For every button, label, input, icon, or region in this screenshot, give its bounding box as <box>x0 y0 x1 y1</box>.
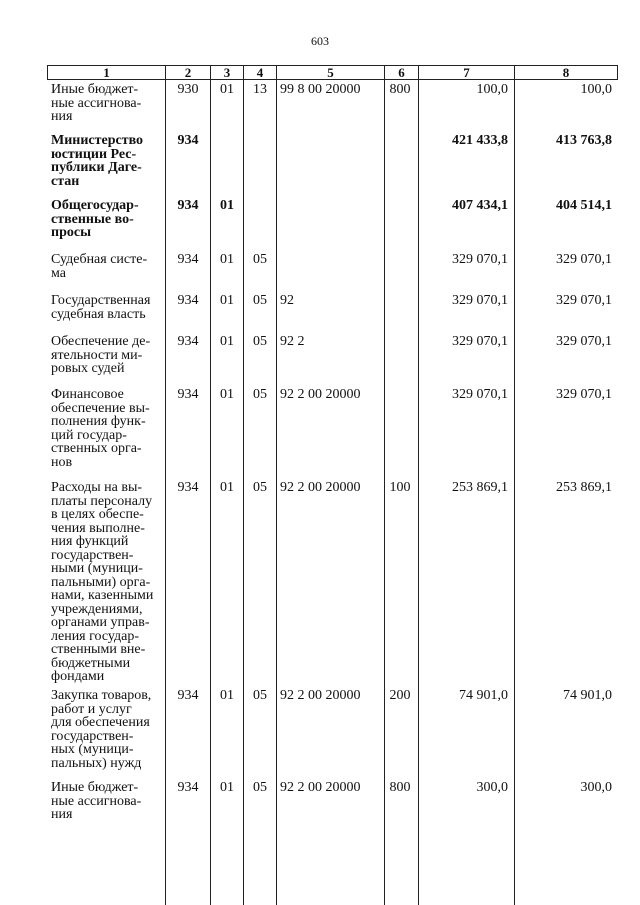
row-0-col-7: 100,0 <box>476 82 508 97</box>
row-5-name: Обеспечение де- ятельности ми- ровых судей <box>51 334 151 376</box>
row-8-col-3: 01 <box>220 688 234 703</box>
row-3-name: Судебная систе- ма <box>51 252 148 281</box>
row-3-col-8: 329 070,1 <box>556 252 612 267</box>
row-1-name: Министерство юстиции Рес- публики Даге- стан <box>51 133 144 189</box>
row-0-name: Иные бюджет- ные ассигнова- ния <box>51 82 142 124</box>
row-5-col-4: 05 <box>253 334 267 349</box>
row-3-col-2: 934 <box>177 252 199 267</box>
header-col-6: 6 <box>398 65 405 80</box>
row-5-col-5: 92 2 <box>280 334 305 349</box>
row-4-name: Государственная судебная власть <box>51 293 151 322</box>
header-col-1: 1 <box>103 65 110 80</box>
header-col-8: 8 <box>562 65 570 80</box>
row-9-col-2: 934 <box>177 780 199 795</box>
row-6-col-5: 92 2 00 20000 <box>280 387 361 402</box>
row-9-col-5: 92 2 00 20000 <box>280 780 361 795</box>
row-4-col-2: 934 <box>177 293 199 308</box>
row-0-col-2: 930 <box>177 82 199 97</box>
row-3-col-4: 05 <box>253 252 267 267</box>
row-7-col-6: 100 <box>389 480 411 495</box>
row-1-col-7: 421 433,8 <box>452 133 508 148</box>
row-1-col-2: 934 <box>177 133 199 148</box>
row-5-col-2: 934 <box>177 334 199 349</box>
row-6-col-8: 329 070,1 <box>556 387 612 402</box>
row-7-col-4: 05 <box>253 480 267 495</box>
row-7-col-2: 934 <box>177 480 199 495</box>
row-5-col-3: 01 <box>220 334 234 349</box>
row-8-col-6: 200 <box>389 688 411 703</box>
row-9-col-6: 800 <box>389 780 411 795</box>
row-4-col-8: 329 070,1 <box>556 293 612 308</box>
row-1-col-8: 413 763,8 <box>556 133 612 148</box>
row-8-col-2: 934 <box>177 688 199 703</box>
row-9-col-4: 05 <box>253 780 267 795</box>
col-divider-6 <box>418 65 419 905</box>
page-number: 603 <box>311 34 329 48</box>
row-9-col-3: 01 <box>220 780 234 795</box>
row-6-col-2: 934 <box>177 387 199 402</box>
row-9-name: Иные бюджет- ные ассигнова- ния <box>51 780 142 822</box>
row-6-col-4: 05 <box>253 387 267 402</box>
row-0-col-3: 01 <box>220 82 234 97</box>
row-7-col-7: 253 869,1 <box>452 480 508 495</box>
col-divider-4 <box>276 65 277 905</box>
row-5-col-8: 329 070,1 <box>556 334 612 349</box>
col-divider-5 <box>384 65 385 905</box>
row-7-name: Расходы на вы- платы персоналу в целях обеспе- чения выполне- ния функций государствен- ными (муници- пальными) орга- нами, казенными учреждениями, органами управ- ления государ- ственными вне- бюджетными фондами <box>51 480 154 684</box>
row-4-col-4: 05 <box>253 293 267 308</box>
row-8-col-7: 74 901,0 <box>459 688 508 703</box>
row-6-col-7: 329 070,1 <box>452 387 508 402</box>
row-3-col-7: 329 070,1 <box>452 252 508 267</box>
col-divider-1 <box>165 65 166 905</box>
row-0-col-5: 99 8 00 20000 <box>280 82 361 97</box>
row-8-col-8: 74 901,0 <box>563 688 612 703</box>
row-5-col-7: 329 070,1 <box>452 334 508 349</box>
col-divider-8 <box>617 65 618 80</box>
row-0-col-8: 100,0 <box>580 82 612 97</box>
row-9-col-8: 300,0 <box>580 780 612 795</box>
row-0-col-4: 13 <box>253 82 267 97</box>
row-6-name: Финансовое обеспечение вы- полнения функ- ций государ- ственных орга- нов <box>51 387 150 470</box>
row-0-col-6: 800 <box>389 82 411 97</box>
row-4-col-5: 92 <box>280 293 294 308</box>
col-divider-2 <box>210 65 211 905</box>
row-4-col-3: 01 <box>220 293 234 308</box>
header-col-3: 3 <box>223 65 231 80</box>
row-7-col-8: 253 869,1 <box>556 480 612 495</box>
row-8-col-4: 05 <box>253 688 267 703</box>
row-7-col-3: 01 <box>220 480 234 495</box>
row-7-col-5: 92 2 00 20000 <box>280 480 361 495</box>
row-2-col-2: 934 <box>177 198 199 213</box>
row-2-col-3: 01 <box>220 198 234 213</box>
row-8-name: Закупка товаров, работ и услуг для обеспечения государствен- ных (муници- пальных) нужд <box>51 688 152 771</box>
row-9-col-7: 300,0 <box>476 780 508 795</box>
row-8-col-5: 92 2 00 20000 <box>280 688 361 703</box>
header-col-4: 4 <box>256 65 264 80</box>
col-divider-3 <box>243 65 244 905</box>
header-col-7: 7 <box>463 65 470 80</box>
row-2-col-8: 404 514,1 <box>556 198 612 213</box>
header-col-5: 5 <box>327 65 334 80</box>
row-3-col-3: 01 <box>220 252 234 267</box>
row-6-col-3: 01 <box>220 387 234 402</box>
row-2-col-7: 407 434,1 <box>452 198 508 213</box>
row-2-name: Общегосудар- ственные во- просы <box>51 198 139 240</box>
row-4-col-7: 329 070,1 <box>452 293 508 308</box>
header-col-2: 2 <box>184 65 192 80</box>
